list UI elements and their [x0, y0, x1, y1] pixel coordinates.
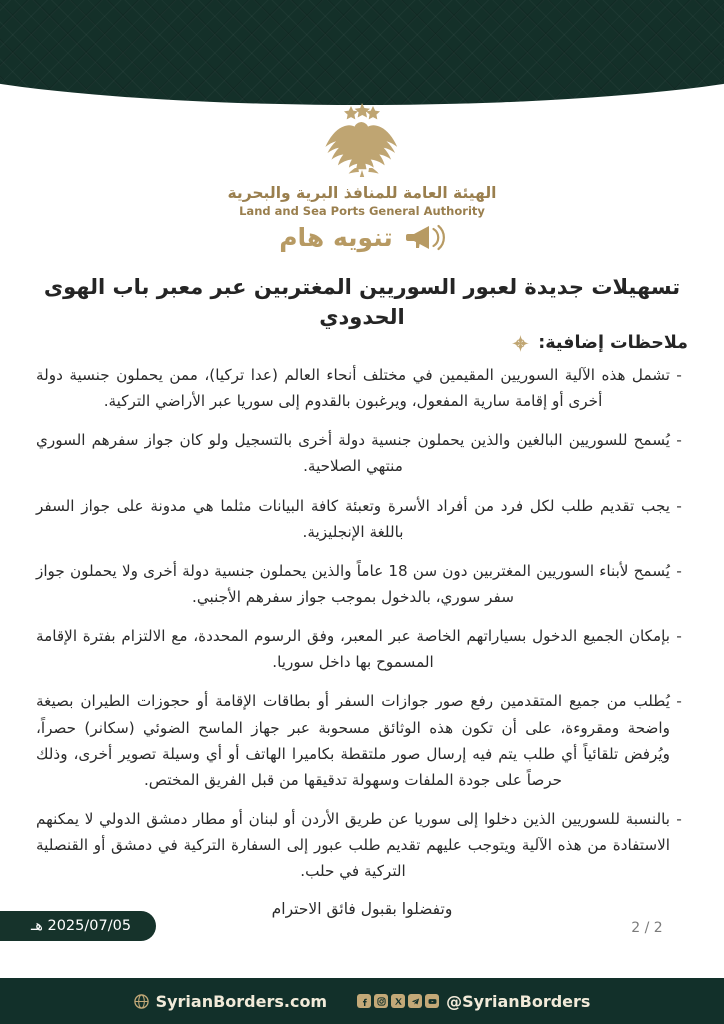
- social-group[interactable]: [357, 992, 590, 1011]
- list-item: [36, 558, 688, 610]
- header-green-arc: [0, 0, 724, 105]
- list-item: [36, 688, 688, 793]
- list-item: [36, 427, 688, 479]
- list-item: [36, 362, 688, 414]
- list-item: [36, 806, 688, 884]
- list-item-text: يُطلب من جميع المتقدمين رفع صور جوازات السفر أو بطاقات الإقامة أو حجوزات الطيران بصيغة واضحة ومقروءة، على أن تكون هذه الوثائق مسحوبة عبر جهاز الماسح الضوئي (سكانر) حصراً، ويُرفض تلقائياً أي طلب يتم فيه إرسال صور ملتقطة بكاميرا الهاتف أو أي وسيلة تصوير أخرى، وذلك حرصاً على جودة الملفات وسهولة تدقيقها من قبل الفريق المختص.: [36, 692, 670, 789]
- telegram-icon[interactable]: [408, 994, 422, 1008]
- megaphone-icon: [405, 222, 445, 252]
- footer-bar: [0, 978, 724, 1024]
- youtube-icon[interactable]: [425, 994, 439, 1008]
- list-item-text: يجب تقديم طلب لكل فرد من أفراد الأسرة وتعبئة كافة البيانات مثلما هي مدونة على جواز السفر باللغة الإنجليزية.: [36, 496, 670, 541]
- list-bullet: -: [676, 692, 682, 711]
- website-text: SyrianBorders.com: [155, 991, 328, 1011]
- section-title: ملاحظات إضافية:: [538, 333, 688, 353]
- important-notice-badge: [0, 222, 724, 252]
- website-group[interactable]: [134, 992, 328, 1011]
- instagram-icon[interactable]: [374, 994, 388, 1008]
- date-badge: 2025/07/05 هـ: [0, 911, 156, 941]
- list-item-text: بإمكان الجميع الدخول بسياراتهم الخاصة عبر المعبر، وفق الرسوم المحددة، مع الالتزام بفترة الإقامة المسموح بها داخل سوريا.: [36, 627, 670, 672]
- diamond-ornament-icon: [511, 334, 530, 353]
- list-bullet: -: [676, 627, 682, 646]
- closing-salutation: وتفضلوا بقبول فائق الاحترام: [271, 900, 453, 918]
- list-item-text: بالنسبة للسوريين الذين دخلوا إلى سوريا عن طريق الأردن أو لبنان أو مطار دمشق الدولي لا يمكنهم الاستفادة من هذه الآلية ويتوجب عليهم تقديم طلب عبور إلى السفارة التركية في دمشق أو القنصلية التركية في حلب.: [36, 809, 670, 881]
- list-bullet: -: [676, 431, 682, 450]
- header-banner: [0, 0, 724, 110]
- list-item-text: يُسمح للسوريين البالغين والذين يحملون جنسية دولة أخرى بالتسجيل ولو كان جواز سفرهم السوري منتهي الصلاحية.: [36, 431, 670, 476]
- list-item-text: يُسمح لأبناء السوريين المغتربين دون سن 18 عاماً والذين يحملون جنسية دولة أخرى ولا يحملون جواز سفر سوري، بالدخول بموجب جواز سفرهم الأجنبي.: [36, 561, 670, 606]
- notice-label: تنويه هام: [279, 222, 393, 252]
- facebook-icon[interactable]: [357, 994, 371, 1008]
- section-header: [36, 333, 688, 353]
- social-handle: @SyrianBorders: [446, 991, 591, 1011]
- list-bullet: -: [676, 809, 682, 828]
- x-twitter-icon[interactable]: [391, 994, 405, 1008]
- org-name-arabic: الهيئة العامة للمنافذ البرية والبحرية: [227, 184, 497, 202]
- list-item-text: تشمل هذه الآلية السوريين المقيمين في مختلف أنحاء العالم (عدا تركيا)، ممن يحملون جنسية دولة أخرى أو إقامة سارية المفعول، ويرغبون بالقدوم إلى سوريا عبر الأراضي التركية.: [36, 366, 670, 411]
- social-icons[interactable]: [357, 994, 439, 1008]
- list-item: [36, 493, 688, 545]
- list-bullet: -: [676, 496, 682, 515]
- page-number: 2 / 2: [631, 920, 663, 936]
- notes-list: [36, 362, 688, 897]
- globe-icon: [134, 994, 149, 1009]
- page-title: تسهيلات جديدة لعبور السوريين المغتربين عبر معبر باب الهوى الحدودي: [43, 275, 681, 330]
- list-bullet: -: [676, 366, 682, 384]
- authority-logo-block: [0, 100, 724, 218]
- org-name-english: Land and Sea Ports General Authority: [239, 204, 485, 218]
- list-item: [36, 623, 688, 675]
- eagle-emblem-icon: [302, 100, 422, 178]
- list-bullet: -: [676, 561, 682, 580]
